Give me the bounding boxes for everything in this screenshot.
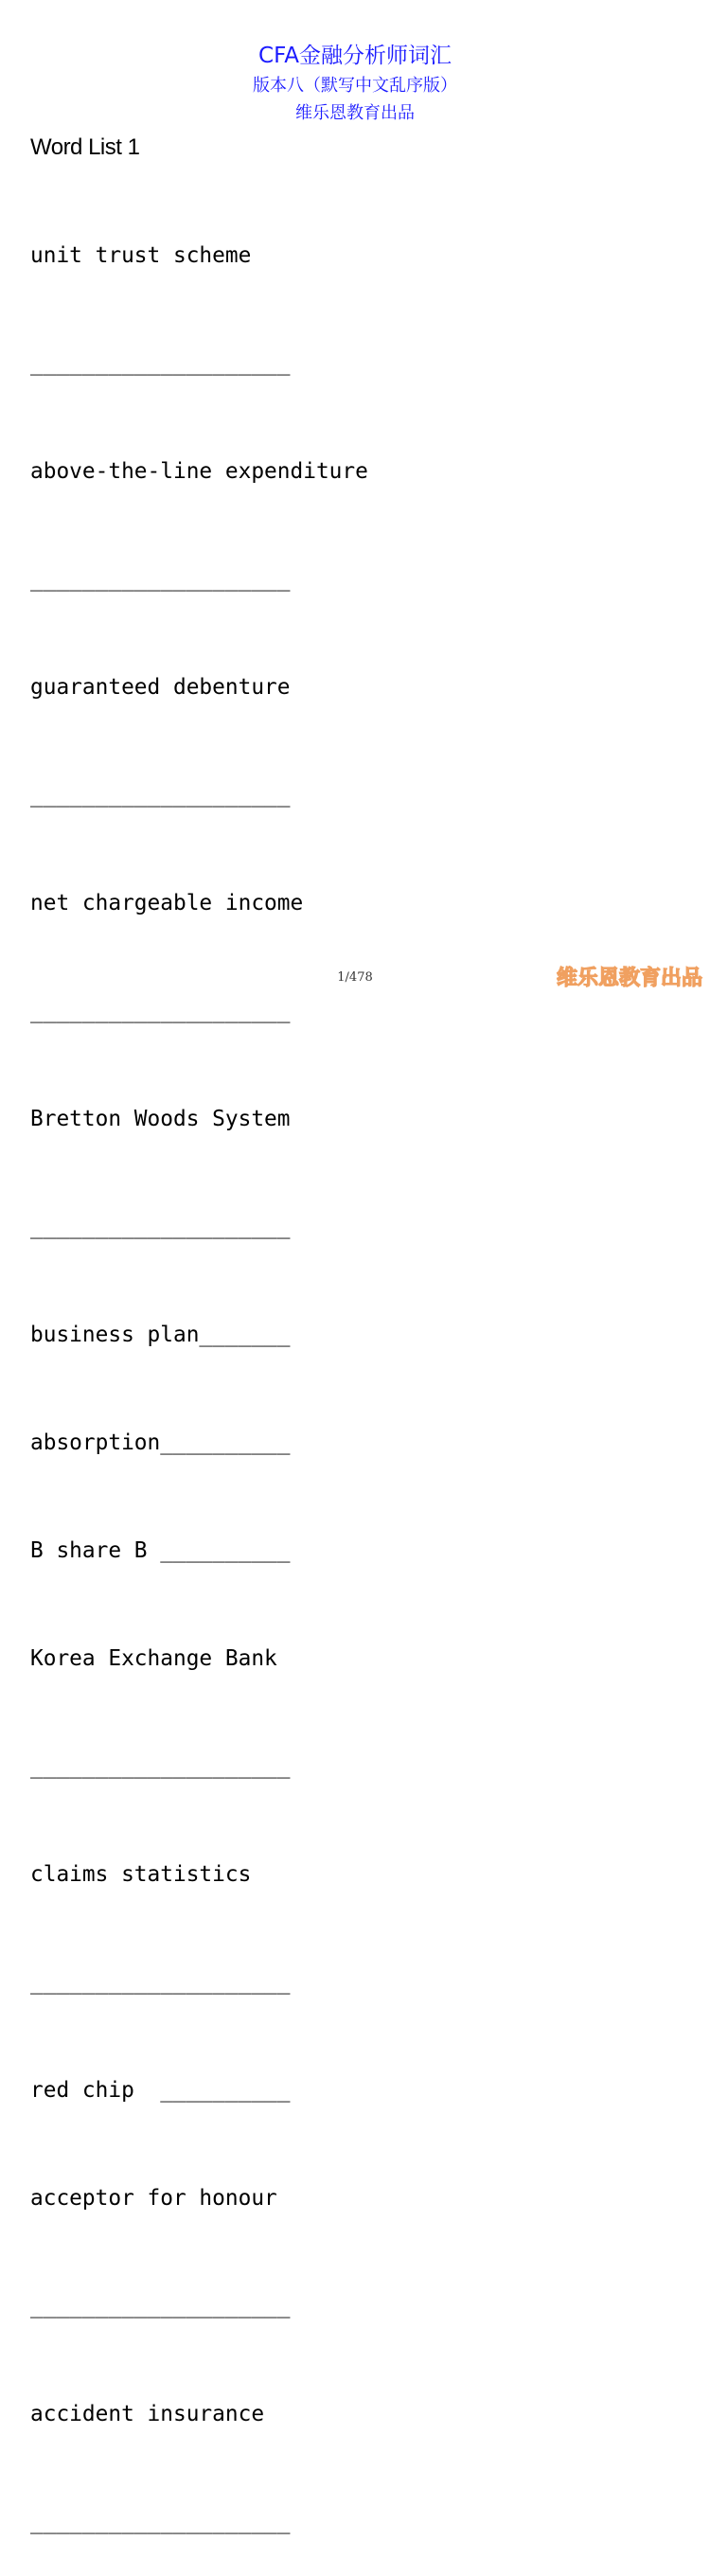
answer-blank: ____________________ (30, 1215, 291, 1239)
word-entry: net chargeable income (30, 891, 304, 915)
word-entry: business plan_______ (30, 1323, 291, 1347)
word-entry: B share B __________ (30, 1538, 291, 1563)
answer-blank: ____________________ (30, 2510, 291, 2534)
answer-blank: ____________________ (30, 351, 291, 376)
word-entry: accident insurance (30, 2402, 265, 2426)
word-entry: above-the-line expenditure (30, 459, 368, 484)
word-entry: Korea Exchange Bank (30, 1646, 277, 1671)
answer-blank: ____________________ (30, 2294, 291, 2318)
word-list-heading: Word List 1 (30, 134, 140, 160)
word-entry: unit trust scheme (30, 243, 252, 268)
answer-blank: ____________________ (30, 1970, 291, 1995)
word-entry: Bretton Woods System (30, 1107, 291, 1131)
document-subtitle: 版本八（默写中文乱序版） (253, 76, 457, 96)
answer-blank: ____________________ (30, 999, 291, 1023)
document-title: CFA金融分析师词汇 (258, 44, 452, 68)
document-publisher: 维乐恩教育出品 (295, 103, 415, 123)
word-entry: claims statistics (30, 1862, 252, 1887)
publisher-watermark: 维乐恩教育出品 (557, 967, 703, 990)
answer-blank: ____________________ (30, 783, 291, 808)
word-entry: guaranteed debenture (30, 675, 291, 700)
document-header (0, 40, 710, 127)
word-entry: absorption__________ (30, 1430, 291, 1455)
answer-blank: ____________________ (30, 1754, 291, 1779)
word-entry: red chip __________ (30, 2078, 291, 2103)
page-number: 1/478 (337, 970, 373, 985)
word-entry: acceptor for honour (30, 2186, 277, 2211)
answer-blank: ____________________ (30, 567, 291, 592)
word-list (30, 166, 598, 2576)
